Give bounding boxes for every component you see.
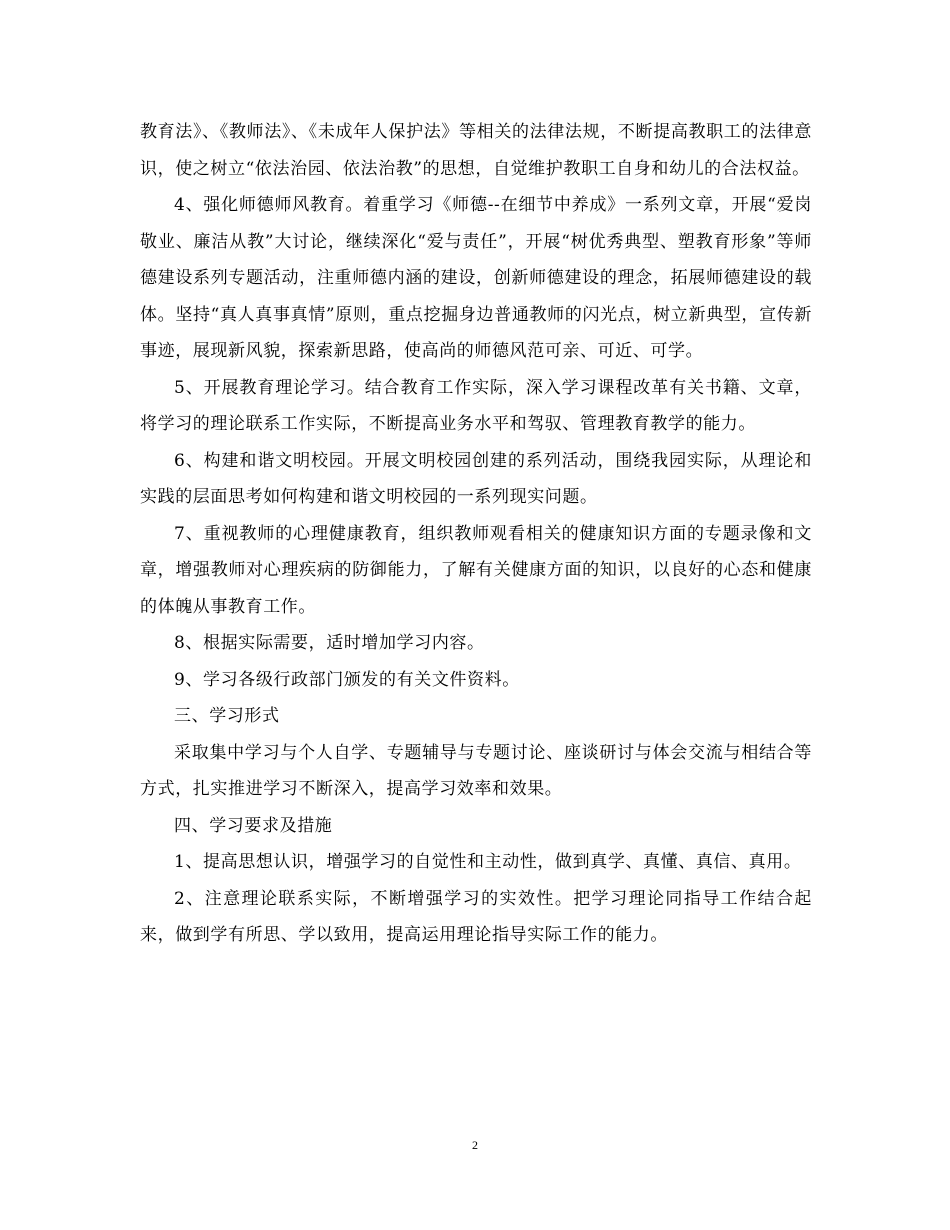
paragraph-item-4-ethics: 4、强化师德师风教育。着重学习《师德--在细节中养成》一系列文章，开展“爱岗敬业、廉洁从教”大讨论，继续深化“爱与责任”，开展“树优秀典型、塑教育形象”等师德建设系列专题活动，注重师德内涵的建设，创新师德建设的理念，拓展师德建设的载体。坚持“真人真事真情”原则，重点挖掘身边普通教师的闪光点，树立新典型，宣传新事迹，展现新风貌，探索新思路，使高尚的师德风范可亲、可近、可学。 (140, 195, 812, 361)
document-body (140, 114, 812, 954)
paragraph-requirement-2: 2、注意理论联系实际，不断增强学习的实效性。把学习理论同指导工作结合起来，做到学有所思、学以致用，提高运用理论指导实际工作的能力。 (140, 888, 812, 945)
paragraph-item-9: 9、学习各级行政部门颁发的有关文件资料。 (174, 669, 520, 690)
paragraph-item-8: 8、根据实际需要，适时增加学习内容。 (174, 633, 485, 653)
paragraph-requirement-1: 1、提高思想认识，增强学习的自觉性和主动性，做到真学、真懂、真信、真用。 (174, 852, 802, 872)
section-heading-3: 三、学习形式 (174, 706, 280, 726)
paragraph-law-awareness: 教育法》、《教师法》、《未成年人保护法》等相关的法律法规，不断提高教职工的法律意识，使之树立“依法治园、依法治教”的思想，自觉维护教职工自身和幼儿的合法权益。 (140, 122, 812, 179)
paragraph-item-6-campus: 6、构建和谐文明校园。开展文明校园创建的系列活动，围绕我园实际，从理论和实践的层面思考如何构建和谐文明校园的一系列现实问题。 (140, 450, 812, 507)
paragraph-item-5-theory: 5、开展教育理论学习。结合教育工作实际，深入学习课程改革有关书籍、文章，将学习的理论联系工作实际，不断提高业务水平和驾驭、管理教育教学的能力。 (140, 377, 812, 434)
paragraph-learning-form: 采取集中学习与个人自学、专题辅导与专题讨论、座谈研讨与体会交流与相结合等方式，扎实推进学习不断深入，提高学习效率和效果。 (140, 742, 812, 799)
page-number: 2 (472, 1138, 478, 1152)
paragraph-item-7-mental-health: 7、重视教师的心理健康教育，组织教师观看相关的健康知识方面的专题录像和文章，增强教师对心理疾病的防御能力，了解有关健康方面的知识，以良好的心态和健康的体魄从事教育工作。 (140, 523, 812, 617)
section-heading-4: 四、学习要求及措施 (174, 815, 333, 836)
